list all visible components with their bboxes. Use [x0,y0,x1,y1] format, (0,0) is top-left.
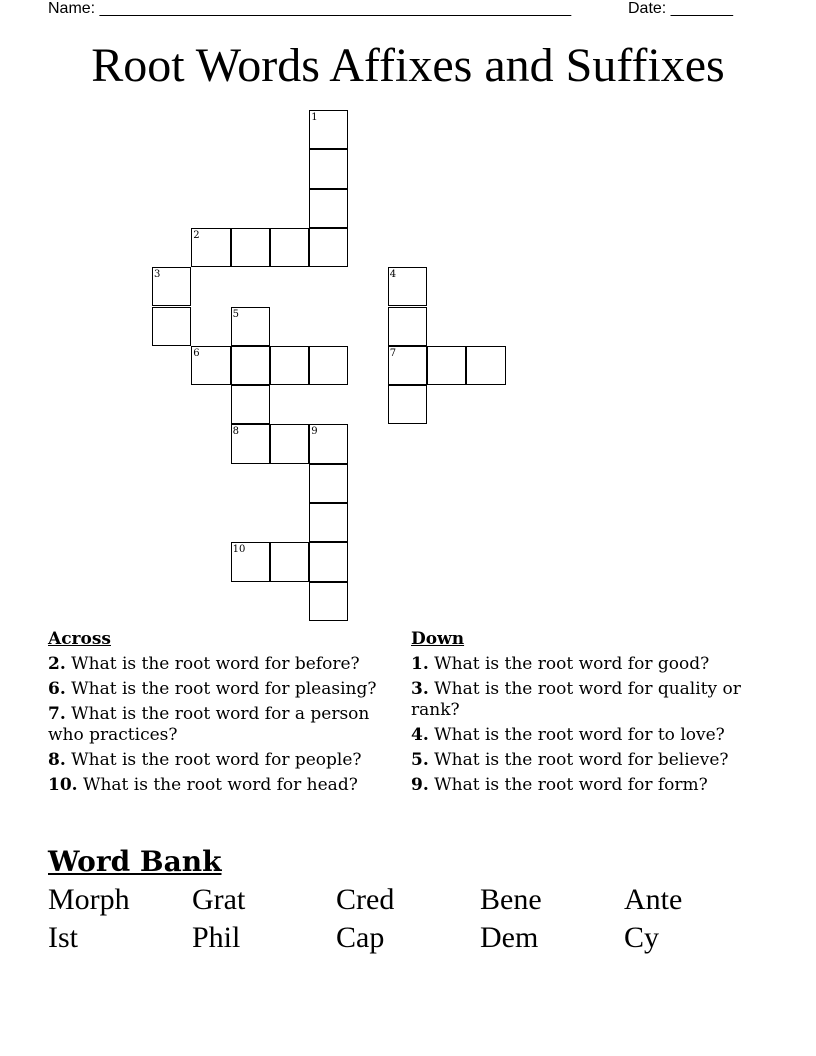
date-field[interactable]: Date: _______ [628,0,733,17]
crossword-cell[interactable] [231,346,270,385]
word-bank-item: Cy [624,921,660,954]
clue-number: 4. [411,725,429,745]
across-clues [48,629,393,800]
word-bank-item: Cap [336,921,385,954]
across-heading: Across [48,629,111,649]
crossword-cell[interactable] [191,228,230,267]
clue-number: 7. [48,704,66,724]
crossword-cell[interactable] [309,110,348,149]
clue-number: 9. [411,775,429,795]
crossword-cell[interactable] [270,542,309,581]
name-field[interactable]: Name: _____________________________________________________ [48,0,572,17]
crossword-cell[interactable] [231,542,270,581]
clue-text: What is the root word for head? [82,775,358,795]
word-bank-title: Word Bank [48,845,222,878]
crossword-cell[interactable] [427,346,466,385]
clue-number: 3. [411,679,429,699]
clue-number-label: 4 [389,269,397,281]
clue-down-4 [411,725,756,746]
clue-down-1 [411,654,756,675]
crossword-cell[interactable] [309,346,348,385]
clue-text: What is the root word for believe? [434,750,729,770]
crossword-cell[interactable] [388,385,427,424]
clue-across-10 [48,775,393,796]
page-title: Root Words Affixes and Suffixes [91,39,725,92]
crossword-cell[interactable] [309,424,348,463]
crossword-cell[interactable] [152,307,191,346]
clue-down-9 [411,775,756,796]
clue-number: 5. [411,750,429,770]
clue-number-label: 5 [232,308,239,320]
clue-number-label: 6 [193,347,200,359]
clue-number-label: 3 [154,269,161,281]
clue-number: 2. [48,654,66,674]
clue-text: What is the root word for a person who practices? [48,704,370,745]
clue-number: 6. [48,679,66,699]
crossword-cell[interactable] [231,307,270,346]
clue-across-2 [48,654,393,675]
clue-across-7 [48,704,393,746]
clue-across-8 [48,750,393,771]
word-bank-item: Grat [192,883,246,916]
down-heading: Down [411,629,465,649]
clue-across-6 [48,679,393,700]
clue-number-label: 1 [311,112,318,123]
clue-number: 1. [411,654,429,674]
word-bank-item: Ante [624,883,683,916]
crossword-cell[interactable] [231,228,270,267]
clue-text: What is the root word for to love? [434,725,725,745]
clue-number-label: 10 [232,544,246,556]
clue-number-label: 8 [232,426,239,438]
crossword-cell[interactable] [388,346,427,385]
crossword-cell[interactable] [309,228,348,267]
word-bank-item: Bene [480,883,542,916]
crossword-cell[interactable] [270,228,309,267]
crossword-cell[interactable] [309,582,348,621]
word-bank-item: Phil [192,921,241,954]
clue-number: 8. [48,750,66,770]
crossword-cell[interactable] [309,464,348,503]
crossword-cell[interactable] [309,189,348,228]
word-bank-item: Ist [48,921,78,954]
crossword-cell[interactable] [309,149,348,188]
crossword-cell[interactable] [231,424,270,463]
clue-text: What is the root word for form? [434,775,708,795]
crossword-cell[interactable] [309,542,348,581]
crossword-cell[interactable] [270,346,309,385]
crossword-cell[interactable] [191,346,230,385]
clue-text: What is the root word for quality or rank? [411,679,741,720]
clue-text: What is the root word for good? [434,654,710,674]
down-clues [411,629,756,800]
crossword-cell[interactable] [152,267,191,306]
clue-number: 10. [48,775,78,795]
word-bank-item: Dem [480,921,539,954]
word-bank-item: Morph [48,883,130,916]
clue-text: What is the root word for before? [71,654,360,674]
clue-text: What is the root word for people? [71,750,362,770]
clue-down-3 [411,679,756,721]
crossword-cell[interactable] [309,503,348,542]
clue-number-label: 7 [389,347,397,359]
clue-number-label: 2 [193,229,200,241]
clue-down-5 [411,750,756,771]
clue-number-label: 9 [311,426,318,438]
crossword-cell[interactable] [270,424,309,463]
crossword-cell[interactable] [466,346,505,385]
crossword-cell[interactable] [388,307,427,346]
clue-text: What is the root word for pleasing? [71,679,377,699]
crossword-cell[interactable] [231,385,270,424]
word-bank-item: Cred [336,883,395,916]
crossword-cell[interactable] [388,267,427,306]
